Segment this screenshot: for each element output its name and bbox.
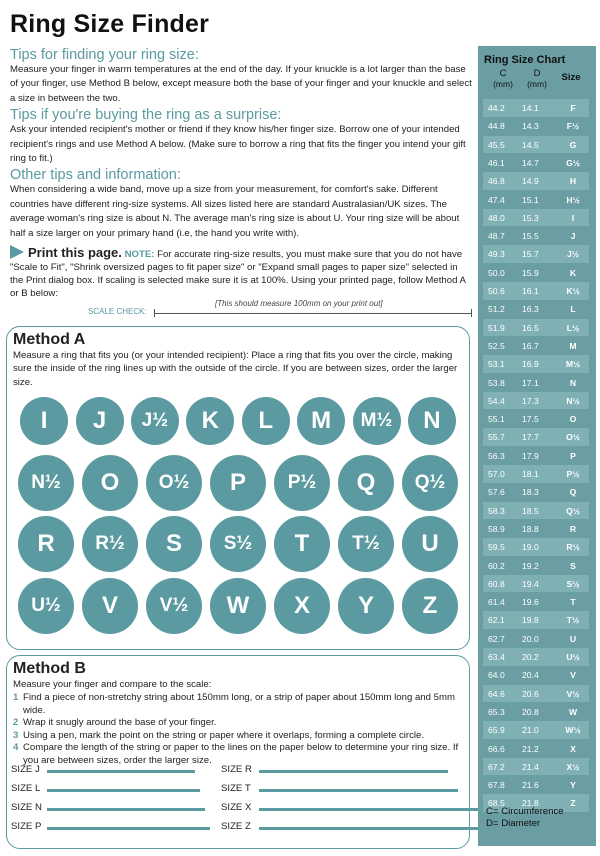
diameter-cell: 16.3 <box>522 304 539 315</box>
size-cell: V½ <box>566 688 580 699</box>
circumference-cell: 55.7 <box>488 432 505 443</box>
step-item <box>13 692 463 717</box>
circumference-cell: 62.7 <box>488 633 505 644</box>
size-circle: Y <box>338 578 394 634</box>
size-circle: X <box>274 578 330 634</box>
circumference-cell: 60.2 <box>488 560 505 571</box>
diameter-cell: 15.9 <box>522 267 539 278</box>
diameter-cell: 14.9 <box>522 176 539 187</box>
circumference-cell: 67.8 <box>488 780 505 791</box>
circumference-cell: 45.5 <box>488 139 505 150</box>
circumference-cell: 54.4 <box>488 395 505 406</box>
step-item <box>13 717 463 730</box>
size-cell: O½ <box>566 432 580 443</box>
chart-row <box>483 538 589 556</box>
chart-row <box>483 282 589 300</box>
chart-row <box>483 117 589 135</box>
chart-row <box>483 209 589 227</box>
size-cell: L½ <box>566 322 580 333</box>
chart-row <box>483 337 589 355</box>
scale-bar <box>47 808 205 811</box>
size-circle: U <box>402 516 458 572</box>
chart-row <box>483 593 589 611</box>
col-c-unit: (mm) <box>493 79 513 89</box>
size-circle: S½ <box>210 516 266 572</box>
chart-row <box>483 154 589 172</box>
size-cell: X <box>570 743 576 754</box>
chart-row <box>483 428 589 446</box>
size-circle: N <box>408 397 456 445</box>
diameter-cell: 16.5 <box>522 322 539 333</box>
scale-check-text: [This should measure 100mm on your print out] <box>215 299 383 308</box>
chart-row <box>483 520 589 538</box>
size-circle: R <box>18 516 74 572</box>
chart-row <box>483 703 589 721</box>
size-cell: J <box>570 231 576 242</box>
diameter-cell: 17.3 <box>522 395 539 406</box>
size-cell: M½ <box>565 359 581 370</box>
step-text: Wrap it snugly around the base of your finger. <box>23 717 217 729</box>
circumference-cell: 46.1 <box>488 157 505 168</box>
tip-block-other <box>10 168 472 241</box>
chart-row <box>483 264 589 282</box>
size-cell: T <box>570 597 576 608</box>
size-circle: T½ <box>338 516 394 572</box>
circumference-cell: 58.3 <box>488 505 505 516</box>
circumference-cell: 67.2 <box>488 761 505 772</box>
note-label: NOTE: <box>124 249 155 261</box>
size-cell: V <box>570 670 576 681</box>
diameter-cell: 14.5 <box>522 139 539 150</box>
size-cell: H <box>569 176 577 187</box>
circumference-cell: 65.9 <box>488 725 505 736</box>
size-cell: K <box>569 267 577 278</box>
chart-row <box>483 740 589 758</box>
print-heading: Print this page. <box>28 245 122 261</box>
diameter-cell: 19.6 <box>522 597 539 608</box>
size-circle: S <box>146 516 202 572</box>
size-circle: M <box>297 397 345 445</box>
diameter-cell: 17.5 <box>522 414 539 425</box>
diameter-cell: 14.1 <box>522 103 539 113</box>
size-cell: M <box>569 340 577 351</box>
size-cell: Z <box>570 798 576 809</box>
step-text: Using a pen, mark the point on the string or paper where it overlaps, forming a complete circle. <box>23 729 425 741</box>
legend-c: C= Circumference <box>486 806 564 817</box>
diameter-cell: 15.1 <box>522 194 539 205</box>
diameter-cell: 15.5 <box>522 231 539 242</box>
step-number: 3 <box>13 729 19 741</box>
ring-size-chart <box>478 46 596 846</box>
chart-row <box>483 99 589 117</box>
diameter-cell: 20.2 <box>522 652 539 662</box>
circumference-cell: 47.4 <box>488 194 505 205</box>
scale-bar <box>47 789 200 792</box>
size-cell: S½ <box>566 578 580 589</box>
circumference-cell: 48.7 <box>488 231 505 242</box>
diameter-cell: 14.7 <box>522 157 539 168</box>
chart-row <box>483 758 589 776</box>
diameter-cell: 18.3 <box>522 487 539 498</box>
size-cell: W½ <box>565 725 581 736</box>
size-cell: G½ <box>566 157 580 168</box>
scale-check <box>10 299 472 319</box>
size-circle: P½ <box>274 455 330 511</box>
size-circle: Z <box>402 578 458 634</box>
size-cell: T½ <box>566 615 580 626</box>
chart-row <box>483 355 589 373</box>
scale-label: SIZE X <box>221 802 252 813</box>
method-b-intro: Measure your finger and compare to the scale: <box>13 679 212 690</box>
circumference-cell: 57.0 <box>488 469 505 479</box>
chart-row <box>483 392 589 410</box>
size-cell: F <box>570 103 576 113</box>
size-circle: T <box>274 516 330 572</box>
scale-label: SIZE P <box>11 821 42 832</box>
size-circle: K <box>186 397 234 445</box>
size-cell: J½ <box>567 249 579 260</box>
scale-bar <box>259 808 478 811</box>
circumference-cell: 59.5 <box>488 542 505 553</box>
method-a-title: Method A <box>13 331 86 348</box>
tip-text: Ask your intended recipient's mother or friend if they know his/her finger size. Borrow one of your intended recipient's rings and use Method A below. (Make sure to borrow a ring that fits the finger you intend your gift ring to fit.) <box>10 124 466 165</box>
tips-section <box>10 48 472 300</box>
circumference-cell: 51.9 <box>488 322 505 333</box>
circumference-cell: 57.6 <box>488 487 505 498</box>
size-circle: N½ <box>18 455 74 511</box>
diameter-cell: 21.8 <box>522 798 539 809</box>
diameter-cell: 18.8 <box>522 523 539 534</box>
step-text: Compare the length of the string or paper to the lines on the paper below to determine your ring size. If you are between sizes, order the larger size. <box>23 742 459 766</box>
page-title: Ring Size Finder <box>10 10 210 38</box>
size-cell: O <box>569 414 577 425</box>
size-cell: W <box>568 706 578 717</box>
diameter-cell: 16.9 <box>522 359 539 370</box>
diameter-cell: 17.9 <box>522 450 539 461</box>
circumference-cell: 64.6 <box>488 688 505 699</box>
circumference-cell: 50.6 <box>488 286 505 296</box>
tip-block-finding <box>10 48 472 106</box>
circumference-cell: 51.2 <box>488 304 505 315</box>
scale-bar <box>47 770 195 773</box>
method-b-steps <box>13 692 463 768</box>
chart-row <box>483 172 589 190</box>
size-circle: V <box>82 578 138 634</box>
col-d-unit: (mm) <box>527 79 547 89</box>
diameter-cell: 15.3 <box>522 212 539 223</box>
method-a-box <box>6 326 470 650</box>
chart-row <box>483 191 589 209</box>
circumference-cell: 56.3 <box>488 450 505 461</box>
diameter-cell: 20.6 <box>522 688 539 699</box>
chart-title: Ring Size Chart <box>484 54 566 66</box>
diameter-cell: 20.0 <box>522 633 539 644</box>
circumference-cell: 49.3 <box>488 249 505 260</box>
arrow-right-icon <box>10 245 24 259</box>
chart-row <box>483 374 589 392</box>
size-cell: I <box>571 212 575 223</box>
scale-bar <box>259 827 489 830</box>
diameter-cell: 16.7 <box>522 340 539 351</box>
chart-row <box>483 648 589 666</box>
diameter-cell: 21.2 <box>522 743 539 754</box>
size-cell: P <box>570 450 576 461</box>
circumference-cell: 65.3 <box>488 706 505 717</box>
diameter-cell: 20.4 <box>522 670 539 681</box>
scale-label: SIZE T <box>221 783 251 794</box>
circumference-cell: 48.0 <box>488 212 505 223</box>
size-cell: F½ <box>566 121 580 132</box>
circumference-cell: 53.8 <box>488 377 505 388</box>
size-cell: G <box>569 139 577 150</box>
diameter-cell: 19.0 <box>522 542 539 553</box>
tip-heading: Tips for finding your ring size: <box>10 47 199 63</box>
chart-row <box>483 630 589 648</box>
circumference-cell: 63.4 <box>488 652 505 662</box>
size-cell: P½ <box>566 469 580 479</box>
diameter-cell: 17.7 <box>522 432 539 443</box>
tip-text: Measure your finger in warm temperatures at the end of the day. If your knuckle is a lot larger than the base of your finger, use Method B below, except measure both the base of your finger and your knuckle and select a size in between the two. <box>10 64 472 104</box>
chart-row <box>483 245 589 263</box>
scale-check-line <box>154 313 472 314</box>
size-cell: X½ <box>566 761 580 772</box>
tip-block-surprise <box>10 108 472 166</box>
scale-label: SIZE N <box>11 802 42 813</box>
tip-heading: Other tips and information: <box>10 167 181 184</box>
scale-label: SIZE Z <box>221 821 251 832</box>
diameter-cell: 20.8 <box>522 706 539 717</box>
circumference-cell: 55.1 <box>488 414 505 425</box>
size-circle: W <box>210 578 266 634</box>
diameter-cell: 21.0 <box>522 725 539 736</box>
scale-bar <box>259 789 458 792</box>
method-b-title: Method B <box>13 660 86 677</box>
size-circle: O <box>82 455 138 511</box>
chart-row <box>483 136 589 154</box>
size-cell: K½ <box>566 286 580 296</box>
circumference-cell: 62.1 <box>488 615 505 626</box>
size-cell: R <box>569 523 577 534</box>
scale-label: SIZE J <box>11 764 40 775</box>
circumference-cell: 46.8 <box>488 176 505 187</box>
chart-row <box>483 685 589 703</box>
diameter-cell: 19.8 <box>522 615 539 626</box>
size-cell: H½ <box>566 194 580 205</box>
legend-d: D= Diameter <box>486 818 541 829</box>
step-number: 1 <box>13 692 19 703</box>
size-circle: L <box>242 397 290 445</box>
diameter-cell: 19.2 <box>522 560 539 571</box>
diameter-cell: 14.3 <box>522 121 539 132</box>
chart-row <box>483 227 589 245</box>
chart-row <box>483 557 589 575</box>
scale-label: SIZE R <box>221 764 252 775</box>
diameter-cell: 15.7 <box>522 249 539 260</box>
diameter-cell: 18.5 <box>522 505 539 516</box>
chart-row <box>483 502 589 520</box>
scale-bar <box>47 827 210 830</box>
chart-row <box>483 319 589 337</box>
scale-tick-end <box>471 309 472 317</box>
size-circle: Q½ <box>402 455 458 511</box>
circumference-cell: 53.1 <box>488 359 505 370</box>
circumference-cell: 66.6 <box>488 743 505 754</box>
size-circle: V½ <box>146 578 202 634</box>
circumference-cell: 44.2 <box>488 103 505 113</box>
size-cell: R½ <box>566 542 580 553</box>
circumference-cell: 58.9 <box>488 523 505 534</box>
col-d-header: D <box>533 68 541 79</box>
chart-row <box>483 666 589 684</box>
chart-row <box>483 410 589 428</box>
size-cell: N <box>569 377 577 388</box>
print-text: For accurate ring-size results, you must make sure that you do not have "Scale to Fit", "Shrink oversized pages to fit paper size" or "Expand small pages to paper size" selected in the Print dialog box. If scaling is selected make sure it is at 100%. Using your printed page, follow Method A or B below: <box>10 249 466 300</box>
diameter-cell: 18.1 <box>522 469 539 479</box>
size-circle: P <box>210 455 266 511</box>
diameter-cell: 17.1 <box>522 377 539 388</box>
size-cell: S <box>570 560 576 571</box>
chart-row <box>483 483 589 501</box>
size-circle: J½ <box>131 397 179 445</box>
step-item <box>13 730 463 743</box>
step-number: 2 <box>13 717 19 729</box>
circumference-cell: 52.5 <box>488 340 505 351</box>
circumference-cell: 61.4 <box>488 597 505 608</box>
size-circle: I <box>20 397 68 445</box>
scale-check-label: SCALE CHECK: <box>88 307 147 316</box>
step-text: Find a piece of non-stretchy string about 150mm long, or a strip of paper about 150mm long and 5mm wide. <box>23 692 455 716</box>
chart-row <box>483 721 589 739</box>
chart-legend <box>486 806 564 830</box>
circumference-cell: 64.0 <box>488 670 505 681</box>
size-circle: R½ <box>82 516 138 572</box>
size-cell: L <box>570 304 576 315</box>
size-cell: U½ <box>566 652 580 662</box>
diameter-cell: 16.1 <box>522 286 539 296</box>
chart-row <box>483 611 589 629</box>
method-b-box <box>6 655 470 849</box>
size-cell: N½ <box>566 395 580 406</box>
scale-label: SIZE L <box>11 783 41 794</box>
diameter-cell: 21.4 <box>522 761 539 772</box>
chart-row <box>483 776 589 794</box>
circumference-cell: 44.8 <box>488 121 505 132</box>
size-cell: Q½ <box>566 505 580 516</box>
scale-tick-start <box>154 309 155 317</box>
chart-row <box>483 300 589 318</box>
size-circle: U½ <box>18 578 74 634</box>
circumference-cell: 50.0 <box>488 267 505 278</box>
circumference-cell: 60.8 <box>488 578 505 589</box>
chart-row <box>483 575 589 593</box>
size-circle: Q <box>338 455 394 511</box>
diameter-cell: 21.6 <box>522 780 539 791</box>
size-circle: M½ <box>353 397 401 445</box>
tip-text: When considering a wide band, move up a size from your measurement, for comfort's sake. Different countries have different ring-size systems. All sizes listed here are standard Australasian/UK sizes. The average woman's ring size is about N. The average man's ring size is about U. Your ring size will be about half a size larger on your primary hand (i.e, the hand you write with). <box>10 184 460 239</box>
size-cell: U <box>569 633 577 644</box>
method-a-text: Measure a ring that fits you (or your intended recipient): Place a ring that fits you over the circle, making sure the inside of the ring lines up with the outside of the circle. If you are between sizes, order the larger size. <box>13 350 458 388</box>
chart-row <box>483 447 589 465</box>
size-cell: Y <box>570 780 576 791</box>
size-circle: O½ <box>146 455 202 511</box>
size-cell: Q <box>569 487 577 498</box>
diameter-cell: 19.4 <box>522 578 539 589</box>
size-circle: J <box>76 397 124 445</box>
print-instructions <box>10 245 472 300</box>
col-size-header: Size <box>561 72 581 83</box>
step-number: 4 <box>13 742 19 754</box>
tip-heading: Tips if you're buying the ring as a surprise: <box>10 107 282 124</box>
circumference-cell: 68.5 <box>488 798 505 809</box>
scale-bar <box>259 770 448 773</box>
chart-row <box>483 465 589 483</box>
col-c-header: C <box>499 68 507 79</box>
